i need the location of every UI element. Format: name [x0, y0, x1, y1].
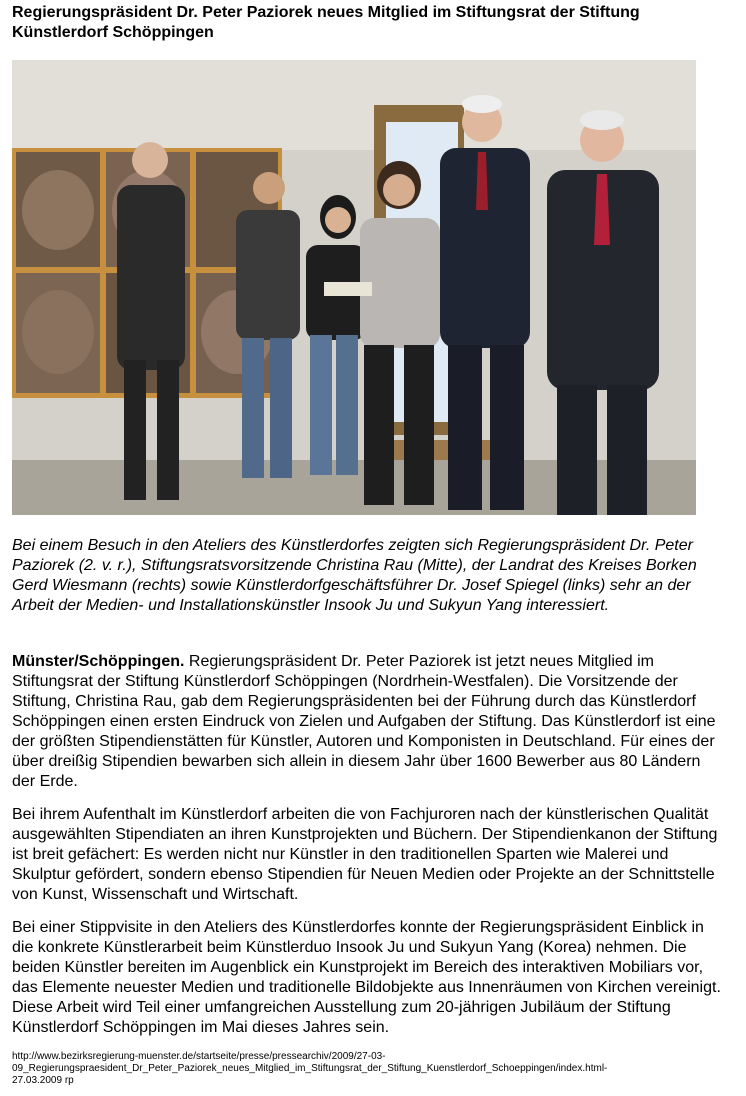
photo-caption: Bei einem Besuch in den Ateliers des Künstlerdorfes zeigten sich Regierungspräsident Dr. Peter Paziorek (2. v. r.), Stiftungsratsvorsitzende Christina Rau (Mitte), der Landrat des Kreises Borken Gerd Wiesmann (rechts) sowie Künstlerdorfgeschäftsführer Dr. Josef Spiegel (links) sehr an der Arbeit der Medien- und Installationskünstler Insook Ju und Sukyun Yang interessiert.: [12, 537, 697, 614]
headline-line-2: Künstlerdorf Schöppingen: [12, 24, 214, 41]
article-headline: [12, 3, 732, 43]
headline-line-1: Regierungspräsident Dr. Peter Paziorek neues Mitglied im Stiftungsrat der Stiftung: [12, 4, 640, 21]
source-url-line-1[interactable]: http://www.bezirksregierung-muenster.de/startseite/presse/pressearchiv/2009/27-03-: [12, 1051, 386, 1062]
source-url-line-2[interactable]: 09_Regierungspraesident_Dr_Peter_Paziorek_neues_Mitglied_im_Stiftungsrat_der_Stiftung_Kuenstlerdorf_Schoeppingen/index.html-: [12, 1063, 608, 1074]
dateline: Münster/Schöppingen.: [12, 653, 185, 670]
article-paragraph-1: [12, 652, 726, 792]
group-photo: [12, 60, 696, 515]
source-footer: [12, 1051, 736, 1087]
article-paragraph-3: Bei einer Stippvisite in den Ateliers des Künstlerdorfes konnte der Regierungspräsident Einblick in die konkrete Künstlerarbeit beim Künstlerduo Insook Ju und Sukyun Yang (Korea) nehmen. Die beiden Künstler bereiten im Augenblick ein Kunstprojekt im Bereich des interaktiven Mobiliars vor, das Elemente neuester Medien und traditionelle Bildobjekte aus Innenräumen von Kirchen vereinigt. Diese Arbeit wird Teil einer umfangreichen Ausstellung zum 20-jährigen Jubiläum der Stiftung Künstlerdorf Schöppingen im Mai dieses Jahres sein.: [12, 919, 721, 1036]
source-date: 27.03.2009 rp: [12, 1075, 74, 1086]
article-paragraph-2: Bei ihrem Aufenthalt im Künstlerdorf arbeiten die von Fachjuroren nach der künstlerischen Qualität ausgewählten Stipendiaten an ihren Kunstprojekten und Büchern. Der Stipendienkanon der Stiftung ist breit gefächert: Es werden nicht nur Künstler in den traditionellen Sparten wie Malerei und Skulptur gefördert, sondern ebenso Stipendien für Neuen Medien oder Projekte an der Schnittstelle von Kunst, Wissenschaft und Wirtschaft.: [12, 806, 718, 903]
paragraph-1-text: Regierungspräsident Dr. Peter Paziorek ist jetzt neues Mitglied im Stiftungsrat der Stiftung Künstlerdorf Schöppingen (Nordrhein-Westfalen). Die Vorsitzende der Stiftung, Christina Rau, gab dem Regierungspräsidenten bei der Führung durch das Künstlerdorf Schöppingen einen ersten Eindruck von Zielen und Aufgaben der Stiftung. Das Künstlerdorf ist eine der größten Stipendienstätten für Künstler, Autoren und Komponisten in Deutschland. Für eines der über dreißig Stipendien bewarben sich allein in diesem Jahr über 1600 Bewerber aus 80 Ländern der Erde.: [12, 653, 716, 790]
photo-illustration: [12, 60, 696, 515]
